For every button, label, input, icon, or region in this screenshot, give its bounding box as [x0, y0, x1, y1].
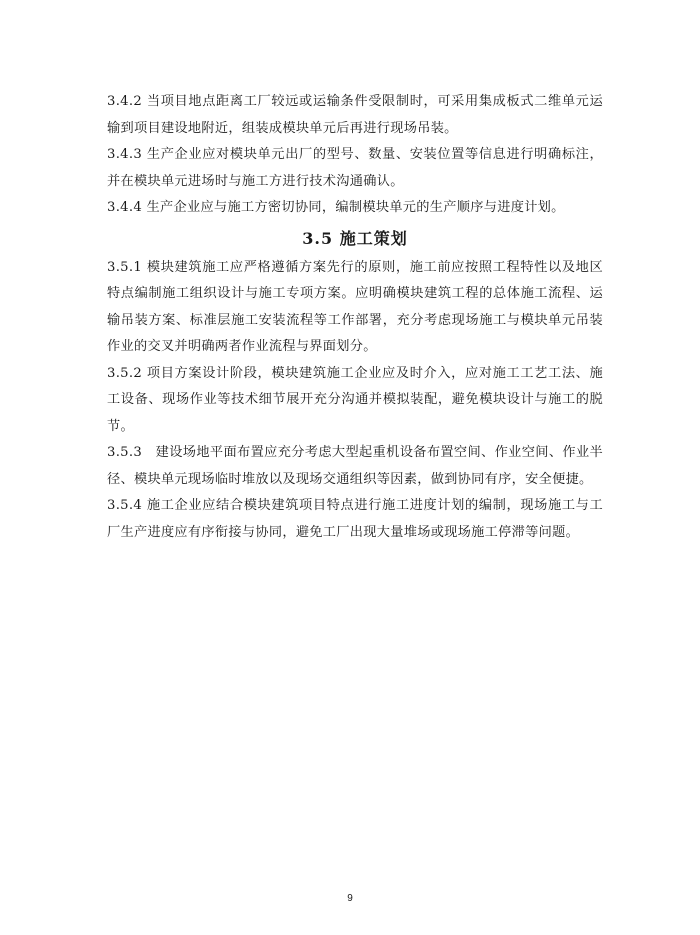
clause-3-4-4: 3.4.4 生产企业应与施工方密切协同，编制模块单元的生产顺序与进度计划。 — [107, 200, 565, 215]
clause-3-4-3: 3.4.3 生产企业应对模块单元出厂的型号、数量、安装位置等信息进行明确标注，并在模块单元进场时与施工方进行技术沟通确认。 — [107, 147, 603, 189]
clause-3-5-4: 3.5.4 施工企业应结合模块建筑项目特点进行施工进度计划的编制，现场施工与工厂生产进度应有序衔接与协同，避免工厂出现大量堆场或现场施工停滞等问题。 — [107, 498, 603, 540]
clause-3-5-1: 3.5.1 模块建筑施工应严格遵循方案先行的原则，施工前应按照工程特性以及地区特点编制施工组织设计与施工专项方案。应明确模块建筑工程的总体施工流程、运输吊装方案、标准层施工安装流程等工作部署，充分考虑现场施工与模块单元吊装作业的交叉并明确两者作业流程与界面划分。 — [107, 259, 603, 354]
clause-3-4-2: 3.4.2 当项目地点距离工厂较远或运输条件受限制时，可采用集成板式二维单元运输到项目建设地附近，组装成模块单元后再进行现场吊装。 — [107, 94, 603, 136]
page-number: 9 — [347, 893, 353, 904]
clause-3-5-2: 3.5.2 项目方案设计阶段，模块建筑施工企业应及时介入，应对施工工艺工法、施工设备、现场作业等技术细节展开充分沟通并模拟装配，避免模块设计与施工的脱节。 — [107, 365, 603, 434]
section-heading: 3.5 施工策划 — [302, 228, 408, 248]
page-content — [107, 89, 603, 546]
clause-3-5-3: 3.5.3 建设场地平面布置应充分考虑大型起重机设备布置空间、作业空间、作业半径、模块单元现场临时堆放以及现场交通组织等因素，做到协同有序，安全便捷。 — [107, 445, 603, 487]
